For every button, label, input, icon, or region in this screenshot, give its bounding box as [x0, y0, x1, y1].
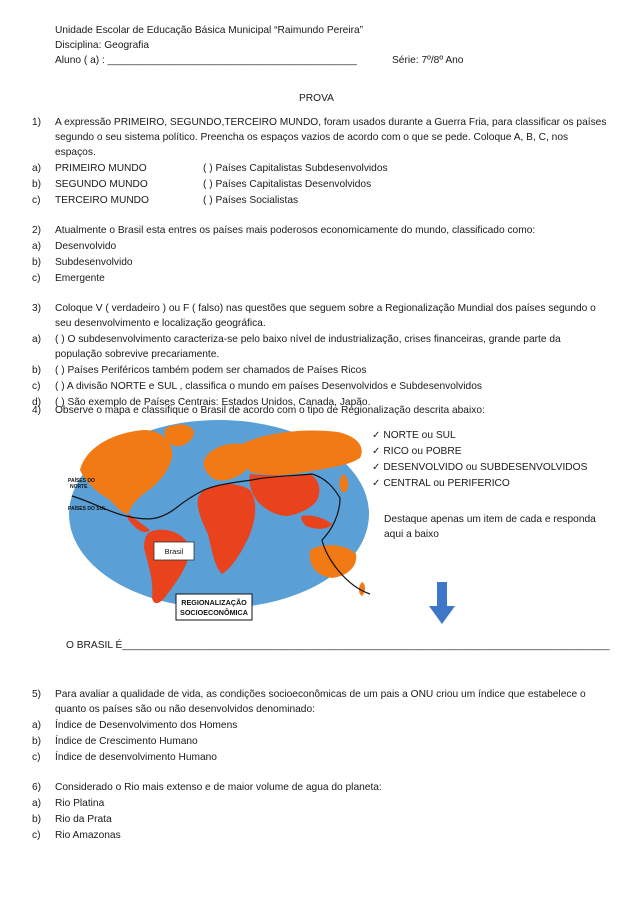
option-text[interactable]: Índice de Desenvolvimento dos Homens [55, 720, 238, 731]
option-text: TERCEIRO MUNDO [55, 195, 149, 206]
option-letter: c) [32, 381, 41, 392]
map-title: REGIONALIZAÇÃO [181, 598, 247, 607]
option-text[interactable]: ( ) Países Periféricos também podem ser chamados de Países Ricos [55, 365, 367, 376]
checkmark-icon: ✓ [372, 478, 384, 489]
question-text: Observe o mapa e classifique o Brasil de acordo com o tipo de Regionalização descrita abaixo: [55, 405, 485, 416]
option-text[interactable]: Emergente [55, 273, 105, 284]
question-number: 4) [32, 405, 42, 416]
question-number: 6) [32, 782, 42, 793]
instruction-text: aqui a baixo [384, 529, 439, 540]
south-label: PAÍSES DO SUL [68, 506, 107, 512]
option-text[interactable]: Rio Amazonas [55, 830, 121, 841]
option-letter: a) [32, 163, 42, 174]
option-letter: b) [32, 736, 42, 747]
option-letter: b) [32, 257, 42, 268]
option-text[interactable]: Rio da Prata [55, 814, 112, 825]
option-letter: a) [32, 241, 42, 252]
question-text: Considerado o Rio mais extenso e de maior volume de agua do planeta: [55, 782, 382, 793]
checklist-item[interactable]: ✓ CENTRAL ou PERIFERICO [372, 478, 510, 489]
discipline: Disciplina: Geografia [55, 40, 149, 51]
option-text[interactable]: Rio Platina [55, 798, 105, 809]
page-title: PROVA [299, 93, 334, 104]
question-text: Atualmente o Brasil esta entres os países mais poderosos economicamente do mundo, classificado como: [55, 225, 536, 236]
answer-line[interactable]: O BRASIL É______________________________________________________________________________________ [66, 640, 610, 651]
option-text: população sobrevive precariamente. [55, 349, 220, 360]
option-text[interactable]: Desenvolvido [55, 241, 117, 252]
question-text: espaços. [55, 147, 96, 158]
question-text: Para avaliar a qualidade de vida, as condições socioeconômicas de um pais a ONU criou um índice que estabelece o [55, 689, 586, 700]
north-label: PAÍSES DO [68, 478, 95, 484]
option-letter: a) [32, 334, 42, 345]
checklist-item[interactable]: ✓ DESENVOLVIDO ou SUBDESENVOLVIDOS [372, 462, 588, 473]
checklist-item[interactable]: ✓ RICO ou POBRE [372, 446, 462, 457]
question-number: 2) [32, 225, 42, 236]
option-text: PRIMEIRO MUNDO [55, 163, 147, 174]
north-label: NORTE [70, 484, 88, 490]
option-letter: a) [32, 798, 42, 809]
option-blank[interactable]: ( ) Países Capitalistas Subdesenvolvidos [203, 163, 388, 174]
option-letter: b) [32, 179, 42, 190]
world-map [66, 418, 372, 622]
checklist-item[interactable]: ✓ NORTE ou SUL [372, 430, 456, 441]
question-text: seu desenvolvimento e localização geográfica. [55, 318, 266, 329]
question-number: 1) [32, 117, 42, 128]
option-letter: d) [32, 397, 42, 408]
option-letter: c) [32, 195, 41, 206]
checkmark-icon: ✓ [372, 462, 384, 473]
question-text: segundo o seu sistema político. Preencha os espaços vazios de acordo com o que se pede. Coloque A, B, C, nos [55, 132, 569, 143]
option-letter: b) [32, 814, 42, 825]
option-blank[interactable]: ( ) Países Capitalistas Desenvolvidos [203, 179, 372, 190]
question-text: quanto os países são ou não desenvolvidos denominado: [55, 704, 315, 715]
checkmark-icon: ✓ [372, 430, 384, 441]
question-number: 5) [32, 689, 42, 700]
option-letter: b) [32, 365, 42, 376]
question-text: Coloque V ( verdadeiro ) ou F ( falso) nas questões que seguem sobre a Regionalização Mundial dos países segundo o [55, 303, 596, 314]
student-name-field: Aluno ( a) : ____________________________________________ [55, 55, 357, 66]
option-blank[interactable]: ( ) Países Socialistas [203, 195, 299, 206]
school-name: Unidade Escolar de Educação Básica Municipal “Raimundo Pereira” [55, 25, 364, 36]
map-title: SOCIOECONÔMICA [180, 608, 248, 617]
option-letter: c) [32, 830, 41, 841]
option-text[interactable]: Subdesenvolvido [55, 257, 133, 268]
option-letter: a) [32, 720, 42, 731]
checkmark-icon: ✓ [372, 446, 384, 457]
arrow-down-icon [429, 582, 455, 624]
instruction-text: Destaque apenas um item de cada e responda [384, 514, 596, 525]
brasil-label: Brasil [164, 547, 184, 556]
grade: Série: 7º/8º Ano [392, 55, 464, 66]
option-text: SEGUNDO MUNDO [55, 179, 148, 190]
question-text: A expressão PRIMEIRO, SEGUNDO,TERCEIRO MUNDO, foram usados durante a Guerra Fria, para classificar os países [55, 117, 607, 128]
option-letter: c) [32, 273, 41, 284]
option-text[interactable]: Índice de desenvolvimento Humano [55, 752, 217, 763]
option-text[interactable]: ( ) A divisão NORTE e SUL , classifica o mundo em países Desenvolvidos e Subdesenvolvidos [55, 381, 482, 392]
option-text[interactable]: ( ) O subdesenvolvimento caracteriza-se pelo baixo nível de industrialização, crises financeiras, grande parte da [55, 334, 561, 345]
option-letter: c) [32, 752, 41, 763]
question-number: 3) [32, 303, 42, 314]
option-text[interactable]: ( ) São exemplo de Países Centrais: Estados Unidos, Canada, Japão. [55, 397, 371, 408]
option-text[interactable]: Índice de Crescimento Humano [55, 736, 198, 747]
